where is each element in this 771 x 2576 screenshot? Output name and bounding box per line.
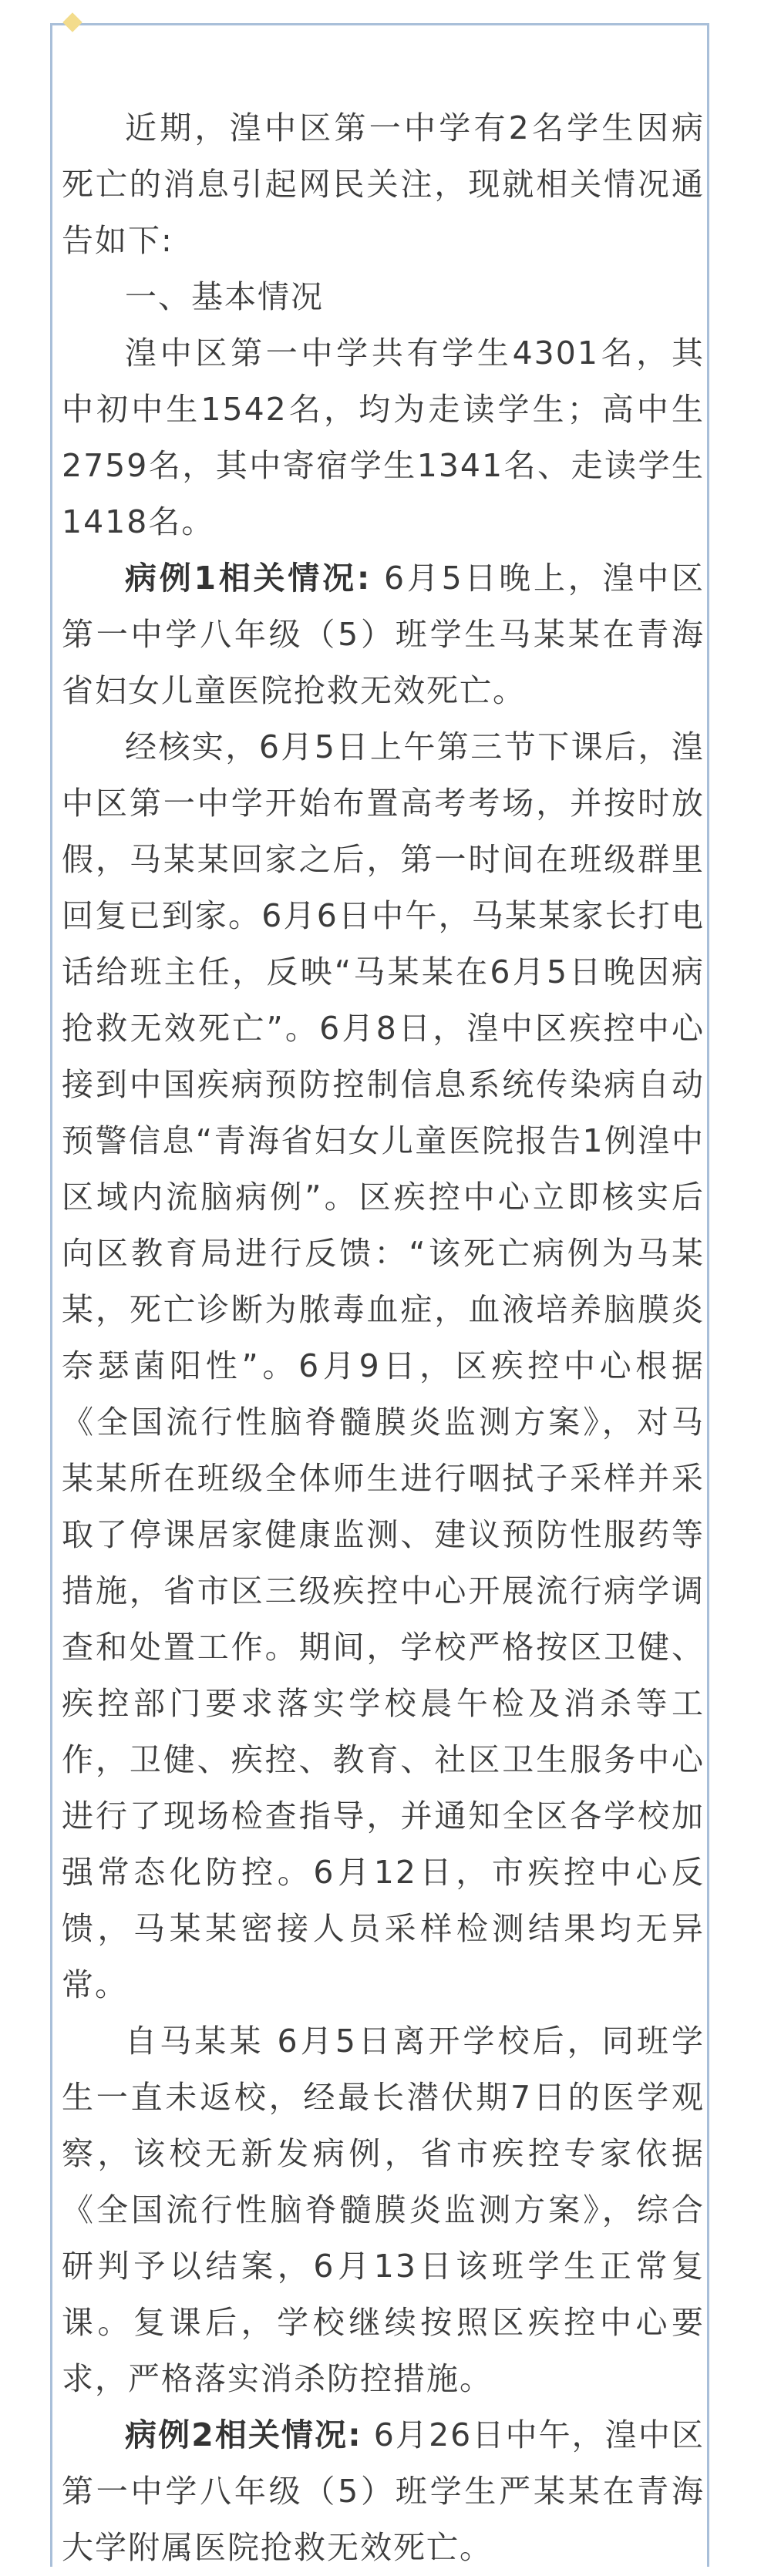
section-heading-basic: 一、基本情况	[125, 278, 324, 315]
case1-summary-paragraph	[62, 550, 705, 719]
case1-details-paragraph: 经核实，6月5日上午第三节下课后，湟中区第一中学开始布置高考考场，并按时放假，马某某回家之后，第一时间在班级群里回复已到家。6月6日中午，马某某家长打电话给班主任，反映“马某某在6月5日晚因病抢救无效死亡”。6月8日，湟中区疾控中心接到中国疾病预防控制信息系统传染病自动预警信息“青海省妇女儿童医院报告1例湟中区域内流脑病例”。区疾控中心立即核实后向区教育局进行反馈：“该死亡病例为马某某，死亡诊断为脓毒血症，血液培养脑膜炎奈瑟菌阳性”。6月9日，区疾控中心根据《全国流行性脑脊髓膜炎监测方案》，对马某某所在班级全体师生进行咽拭子采样并采取了停课居家健康监测、建议预防性服药等措施，省市区三级疾控中心开展流行病学调查和处置工作。期间，学校严格按区卫健、疾控部门要求落实学校晨午检及消杀等工作，卫健、疾控、教育、社区卫生服务中心进行了现场检查指导，并通知全区各学校加强常态化防控。6月12日，市疾控中心反馈，马某某密接人员采样检测结果均无异常。	[62, 728, 705, 2003]
case2-summary: 6月26日中午，湟中区第一中学八年级（5）班学生严某某在青海大学附属医院抢救无效死亡。	[62, 2416, 705, 2566]
case2-title: 病例2相关情况:	[125, 2416, 362, 2453]
case1-title: 病例1相关情况:	[125, 560, 372, 597]
case2-summary-paragraph	[62, 2407, 705, 2576]
case1-summary: 6月5日晚上，湟中区第一中学八年级（5）班学生马某某在青海省妇女儿童医院抢救无效死亡。	[62, 560, 705, 709]
intro-paragraph: 近期，湟中区第一中学有2名学生因病死亡的消息引起网民关注，现就相关情况通告如下:	[62, 109, 705, 259]
basic-info-paragraph: 湟中区第一中学共有学生4301名，其中初中生1542名，均为走读学生；高中生2759名，其中寄宿学生1341名、走读学生1418名。	[62, 335, 705, 540]
case1-followup-paragraph: 自马某某 6月5日离开学校后，同班学生一直未返校，经最长潜伏期7日的医学观察，该校无新发病例，省市疾控专家依据《全国流行性脑脊髓膜炎监测方案》，综合研判予以结案，6月13日该班学生正常复课。复课后，学校继续按照区疾控中心要求，严格落实消杀防控措施。	[62, 2023, 705, 2397]
article-body	[62, 100, 705, 2576]
